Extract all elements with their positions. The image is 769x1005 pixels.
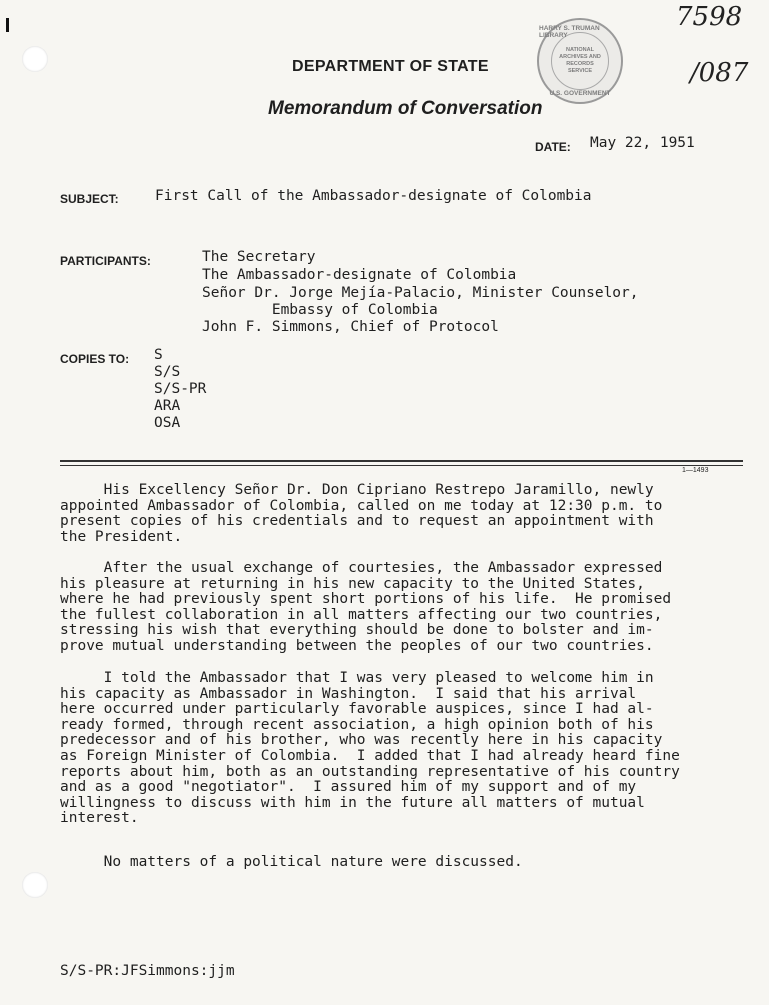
stamp-line: SERVICE (567, 68, 593, 74)
department-heading: DEPARTMENT OF STATE (292, 58, 489, 75)
subject-label: SUBJECT: (60, 192, 119, 206)
memo-title: Memorandum of Conversation (268, 98, 543, 119)
punch-hole-top (22, 46, 48, 72)
punch-hole-bottom (22, 872, 48, 898)
stamp-line: ARCHIVES AND (559, 54, 601, 60)
divider-rule (60, 460, 743, 462)
body-paragraph-3: I told the Ambassador that I was very pleased to welcome him in his capacity as Ambassador in Washington. I said that his arrival here occurred under particularly favorable auspices, since I had al- ready formed, through recent association, a high opinion both of his predecessor and of his brother, who was recently here in his capacity as Foreign Minister of Colombia. I added that I had already heard fine reports about him, both as an outstanding representative of his country and as a good "negotiator". I assured him of my support and of my willingness to discuss with him in the future all matters of mutual interest. (60, 670, 680, 827)
participant-line: Embassy of Colombia (202, 302, 438, 318)
copies-line: S/S-PR (154, 381, 207, 397)
body-paragraph-2: After the usual exchange of courtesies, the Ambassador expressed his pleasure at returning in his new capacity to the United States, where he had previously spent short portions of his life. He promised the fullest collaboration in all matters affecting our two countries, stressing his wish that everything should be done to bolster and im- prove mutual understanding between the peoples of our two countries. (60, 560, 672, 654)
copies-line: OSA (154, 415, 181, 431)
date-label: DATE: (535, 140, 571, 154)
date-value: May 22, 1951 (590, 135, 695, 151)
margin-mark (6, 18, 9, 32)
copies-line: S (154, 347, 163, 363)
subject-value: First Call of the Ambassador-designate of Colombia (155, 188, 592, 204)
copies-line: S/S (154, 364, 181, 380)
stamp-line: NATIONAL (565, 47, 594, 53)
form-number: 1—1493 (682, 467, 709, 474)
participant-line: Señor Dr. Jorge Mejía-Palacio, Minister Counselor, (202, 285, 639, 301)
body-paragraph-4: No matters of a political nature were discussed. (60, 854, 523, 870)
stamp-ring-top: HARRY S. TRUMAN LIBRARY (539, 25, 600, 39)
stamp-line: RECORDS (566, 61, 594, 67)
divider-rule-thin (60, 465, 743, 466)
handwritten-file-number: /087 (690, 58, 749, 88)
copies-line: ARA (154, 398, 181, 414)
participant-line: John F. Simmons, Chief of Protocol (202, 319, 499, 335)
copies-label: COPIES TO: (60, 352, 130, 366)
drafter-initials: S/S-PR:JFSimmons:jjm (60, 963, 235, 979)
body-paragraph-1: His Excellency Señor Dr. Don Cipriano Restrepo Jaramillo, newly appointed Ambassador of Colombia, called on me today at 12:30 p.m. to present copies of his credentials and to request an appointment with the President. (60, 482, 663, 545)
stamp-center (551, 32, 609, 90)
participants-label: PARTICIPANTS: (60, 254, 151, 268)
archives-stamp (537, 18, 623, 104)
handwritten-number: 7598 (676, 2, 743, 32)
participant-line: The Ambassador-designate of Colombia (202, 267, 517, 283)
stamp-ring-bottom: U.S. GOVERNMENT (549, 90, 611, 97)
participant-line: The Secretary (202, 249, 316, 265)
